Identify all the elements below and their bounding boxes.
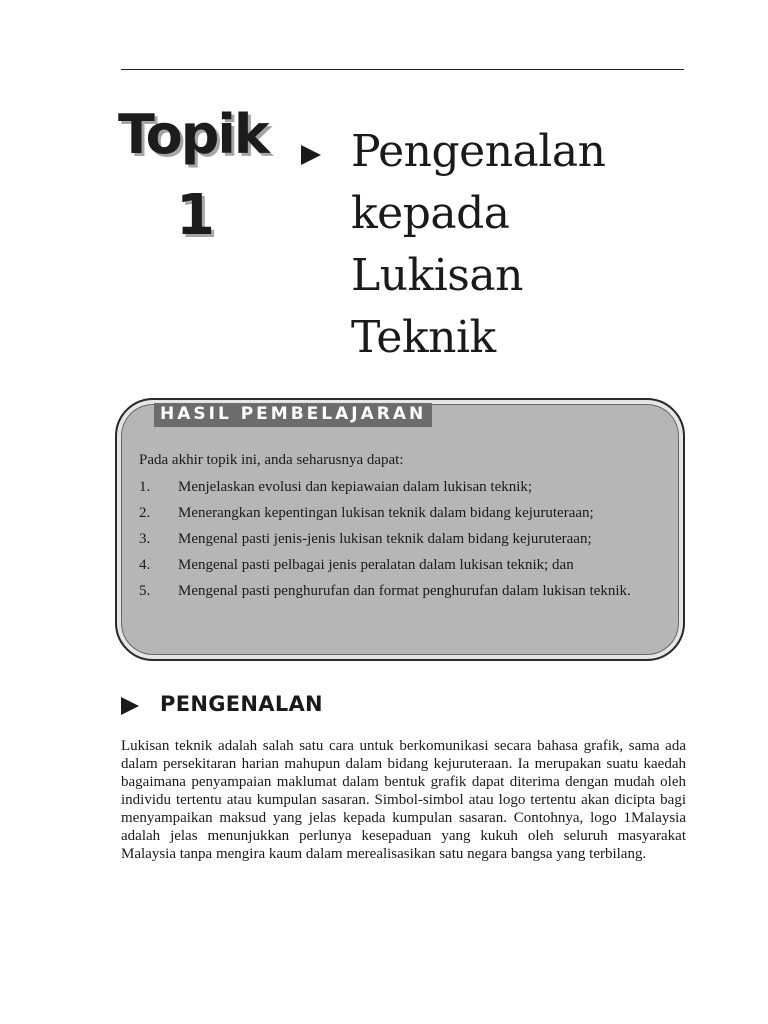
chapter-title-line: Pengenalan (351, 126, 606, 177)
chapter-title-line: Lukisan (351, 250, 523, 301)
list-item (139, 479, 659, 496)
learning-outcomes-heading: HASIL PEMBELAJARAN (154, 403, 432, 427)
list-item-number: 5. (139, 583, 151, 599)
chapter-title-line: kepada (351, 188, 510, 239)
list-item-text: Mengenal pasti pelbagai jenis peralatan dalam lukisan teknik; dan (178, 557, 574, 573)
play-arrow-icon (121, 697, 139, 715)
intro-paragraph: Lukisan teknik adalah salah satu cara untuk berkomunikasi secara bahasa grafik, sama ada dalam persekitaran harian mahupun dalam bidang kejuruteraan. Ia merupakan suatu kaedah bagaimana penyampaian maklumat dalam bentuk grafik dapat diterima dengan mudah oleh individu tertentu atau kumpulan sasaran. Simbol-simbol atau logo tertentu akan dicipta bagi menyampaikan maksud yang jelas kepada kumpulan sasaran. Contohnya, logo 1Malaysia adalah jelas menunjukkan perlunya kesepaduan yang kukuh oleh seluruh masyarakat Malaysia tanpa mengira kaum dalam merealisasikan satu negara bangsa yang terbilang. (121, 738, 686, 862)
list-item-text: Mengenal pasti penghurufan dan format penghurufan dalam lukisan teknik. (178, 583, 631, 599)
topic-number: 1 (176, 183, 215, 248)
section-heading: PENGENALAN (160, 692, 323, 716)
top-rule (121, 69, 684, 70)
chapter-title-line: Teknik (351, 312, 496, 363)
list-item-number: 2. (139, 505, 151, 521)
learning-outcomes-list (139, 479, 659, 609)
list-item-text: Mengenal pasti jenis-jenis lukisan teknik dalam bidang kejuruteraan; (178, 531, 592, 547)
list-item-text: Menjelaskan evolusi dan kepiawaian dalam lukisan teknik; (178, 479, 533, 495)
list-item-number: 4. (139, 557, 151, 573)
list-item-number: 3. (139, 531, 151, 547)
learning-outcomes-intro: Pada akhir topik ini, anda seharusnya dapat: (139, 452, 404, 468)
list-item (139, 505, 659, 522)
topic-label: Topik (118, 103, 268, 166)
list-item (139, 557, 659, 574)
play-arrow-icon (301, 145, 321, 165)
list-item (139, 583, 659, 600)
list-item (139, 531, 659, 548)
list-item-text: Menerangkan kepentingan lukisan teknik dalam bidang kejuruteraan; (178, 505, 594, 521)
chapter-title (351, 121, 605, 369)
list-item-number: 1. (139, 479, 151, 495)
